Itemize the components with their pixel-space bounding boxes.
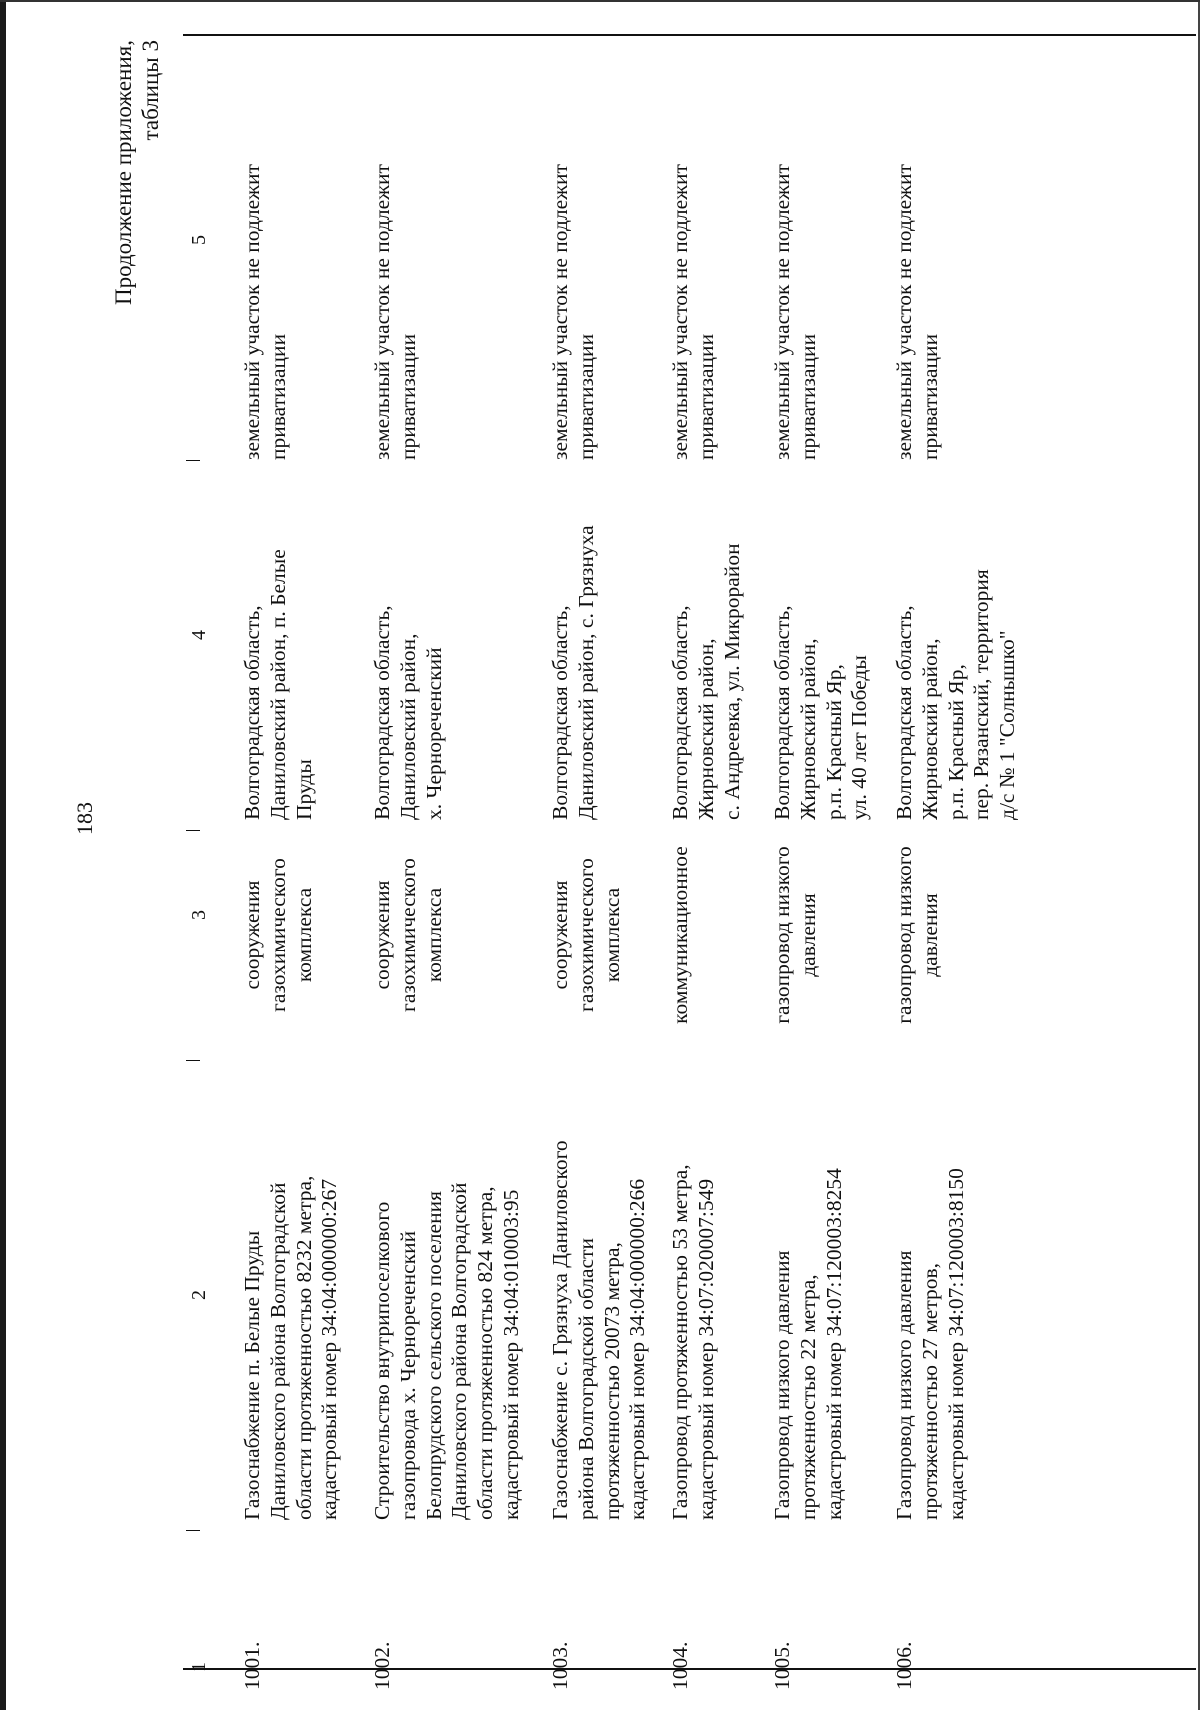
object-location-line: Пруды <box>291 759 316 820</box>
privatization-note-line: приватизации <box>265 333 290 460</box>
object-location-line: д/с № 1 "Солнышко" <box>995 630 1020 820</box>
object-location-line: р.п. Красный Яр, <box>943 664 968 820</box>
object-name-line: Белопрудского сельского поселения <box>421 1191 446 1520</box>
row-number <box>892 1630 918 1690</box>
row-number-line: 1004. <box>668 1641 692 1690</box>
object-location-line: Даниловский район, с. Грязнуха <box>573 525 598 820</box>
object-name-line: протяженностью 22 метра, <box>795 1274 820 1520</box>
object-name-line: Строительство внутрипоселкового <box>370 1201 394 1520</box>
privatization-note <box>668 80 720 460</box>
object-name-line: Даниловского района Волгоградской <box>447 1182 472 1520</box>
privatization-note-line: земельный участок не подлежит <box>770 164 794 460</box>
row-number <box>240 1630 266 1690</box>
privatization-note <box>240 80 292 460</box>
object-name-line: кадастровый номер 34:04:010003:95 <box>498 1189 523 1520</box>
object-location-line: Волгоградская область, <box>770 605 794 820</box>
object-name-line: кадастровый номер 34:07:120003:8150 <box>943 1168 968 1520</box>
object-purpose-line: комплекса <box>291 887 316 983</box>
row-number <box>770 1630 796 1690</box>
object-name-line: Газоснабжение п. Белые Пруды <box>240 1230 264 1520</box>
column-separator <box>186 830 200 831</box>
column-number: 5 <box>188 235 210 245</box>
object-name-line: кадастровый номер 34:07:020007:549 <box>693 1178 718 1520</box>
object-location-line: Волгоградская область, <box>668 605 692 820</box>
object-location-line: Жирновский район, <box>917 638 942 820</box>
privatization-note-line: приватизации <box>573 333 598 460</box>
column-number: 2 <box>188 1290 210 1300</box>
object-name <box>892 1050 969 1520</box>
continuation-caption: Продолжение приложения, таблицы 3 <box>111 40 163 305</box>
object-name-line: протяженностью 20073 метра, <box>599 1242 624 1520</box>
object-name-line: области протяженностью 8232 метра, <box>291 1175 316 1520</box>
object-name-line: Газопровод низкого давления <box>892 1250 916 1520</box>
object-purpose-line: давления <box>795 893 820 977</box>
object-location-line: ул. 40 лет Победы <box>847 655 872 820</box>
object-name-line: Даниловского района Волгоградской <box>265 1182 290 1520</box>
object-purpose <box>370 815 447 1055</box>
object-location <box>668 450 745 820</box>
privatization-note-line: земельный участок не подлежит <box>892 164 916 460</box>
object-name-line: кадастровый номер 34:04:000000:267 <box>317 1178 342 1520</box>
row-number-line: 1005. <box>770 1641 794 1690</box>
privatization-note-line: земельный участок не подлежит <box>668 164 692 460</box>
object-location-line: с. Андреевка, ул. Микрорайон <box>719 543 744 820</box>
row-number <box>548 1630 574 1690</box>
object-purpose-line: газохимического <box>265 858 290 1012</box>
object-location-line: Даниловский район, п. Белые <box>265 549 290 820</box>
object-location <box>892 450 1021 820</box>
object-name-line: Газопровод низкого давления <box>770 1250 794 1520</box>
object-location-line: пер. Рязанский, территория <box>969 569 994 820</box>
object-purpose-line: давления <box>917 893 942 977</box>
column-separator <box>186 1530 200 1531</box>
privatization-note-line: приватизации <box>395 333 420 460</box>
object-purpose-line: сооружения <box>240 880 264 990</box>
privatization-note <box>548 80 600 460</box>
object-purpose-line: сооружения <box>548 880 572 990</box>
row-number-line: 1001. <box>240 1641 264 1690</box>
object-location-line: Даниловский район, <box>395 633 420 820</box>
object-name-line: протяженностью 27 метров, <box>917 1262 942 1520</box>
object-name <box>668 1050 720 1520</box>
object-location-line: Жирновский район, <box>693 638 718 820</box>
column-number: 1 <box>188 1662 210 1672</box>
object-name-line: Газопровод протяженностью 53 метра, <box>668 1164 692 1520</box>
object-purpose-line: сооружения <box>370 880 394 990</box>
object-name <box>770 1050 847 1520</box>
object-purpose-line: коммуникационное <box>668 846 692 1024</box>
row-number-line: 1003. <box>548 1641 572 1690</box>
object-name-line: района Волгоградской области <box>573 1238 598 1520</box>
object-name <box>370 1050 525 1520</box>
object-purpose <box>668 815 694 1055</box>
object-purpose-line: газохимического <box>573 858 598 1012</box>
object-location-line: р.п. Красный Яр, <box>821 664 846 820</box>
object-location-line: Волгоградская область, <box>240 605 264 820</box>
row-number <box>370 1630 396 1690</box>
privatization-note <box>770 80 822 460</box>
object-location <box>548 450 600 820</box>
privatization-note-line: земельный участок не подлежит <box>240 164 264 460</box>
object-location-line: х. Чернореченский <box>421 647 446 820</box>
object-name-line: кадастровый номер 34:04:000000:266 <box>625 1178 650 1520</box>
object-location <box>770 450 873 820</box>
column-number: 4 <box>188 630 210 640</box>
privatization-note-line: приватизации <box>917 333 942 460</box>
object-name-line: газопровода х. Чернореченский <box>395 1230 420 1520</box>
object-location-line: Волгоградская область, <box>892 605 916 820</box>
object-purpose-line: газохимического <box>395 858 420 1012</box>
column-separator <box>186 460 200 461</box>
page-number: 183 <box>72 802 97 835</box>
object-purpose <box>548 815 625 1055</box>
privatization-note-line: земельный участок не подлежит <box>370 164 394 460</box>
object-purpose-line: комплекса <box>421 887 446 983</box>
object-purpose <box>770 815 822 1055</box>
object-location-line: Жирновский район, <box>795 638 820 820</box>
object-location <box>240 450 317 820</box>
row-number-line: 1006. <box>892 1641 916 1690</box>
object-name-line: области протяженностью 824 метра, <box>473 1186 498 1520</box>
object-purpose <box>240 815 317 1055</box>
object-name-line: кадастровый номер 34:07:120003:8254 <box>821 1168 846 1520</box>
object-purpose-line: газопровод низкого <box>892 846 916 1024</box>
privatization-note <box>892 80 944 460</box>
column-number: 3 <box>188 910 210 920</box>
object-location <box>370 450 447 820</box>
object-name-line: Газоснабжение с. Грязнуха Даниловского <box>548 1140 572 1520</box>
object-purpose-line: газопровод низкого <box>770 846 794 1024</box>
object-purpose <box>892 815 944 1055</box>
column-separator <box>186 1060 200 1061</box>
privatization-note-line: приватизации <box>795 333 820 460</box>
privatization-note <box>370 80 422 460</box>
row-number-line: 1002. <box>370 1641 394 1690</box>
scan-edge-top <box>0 0 1200 2</box>
scan-edge-left <box>0 0 6 1710</box>
object-name <box>548 1050 651 1520</box>
privatization-note-line: приватизации <box>693 333 718 460</box>
object-purpose-line: комплекса <box>599 887 624 983</box>
object-name <box>240 1050 343 1520</box>
object-location-line: Волгоградская область, <box>370 605 394 820</box>
table-border-top <box>183 34 1196 36</box>
row-number <box>668 1630 694 1690</box>
object-location-line: Волгоградская область, <box>548 605 572 820</box>
privatization-note-line: земельный участок не подлежит <box>548 164 572 460</box>
